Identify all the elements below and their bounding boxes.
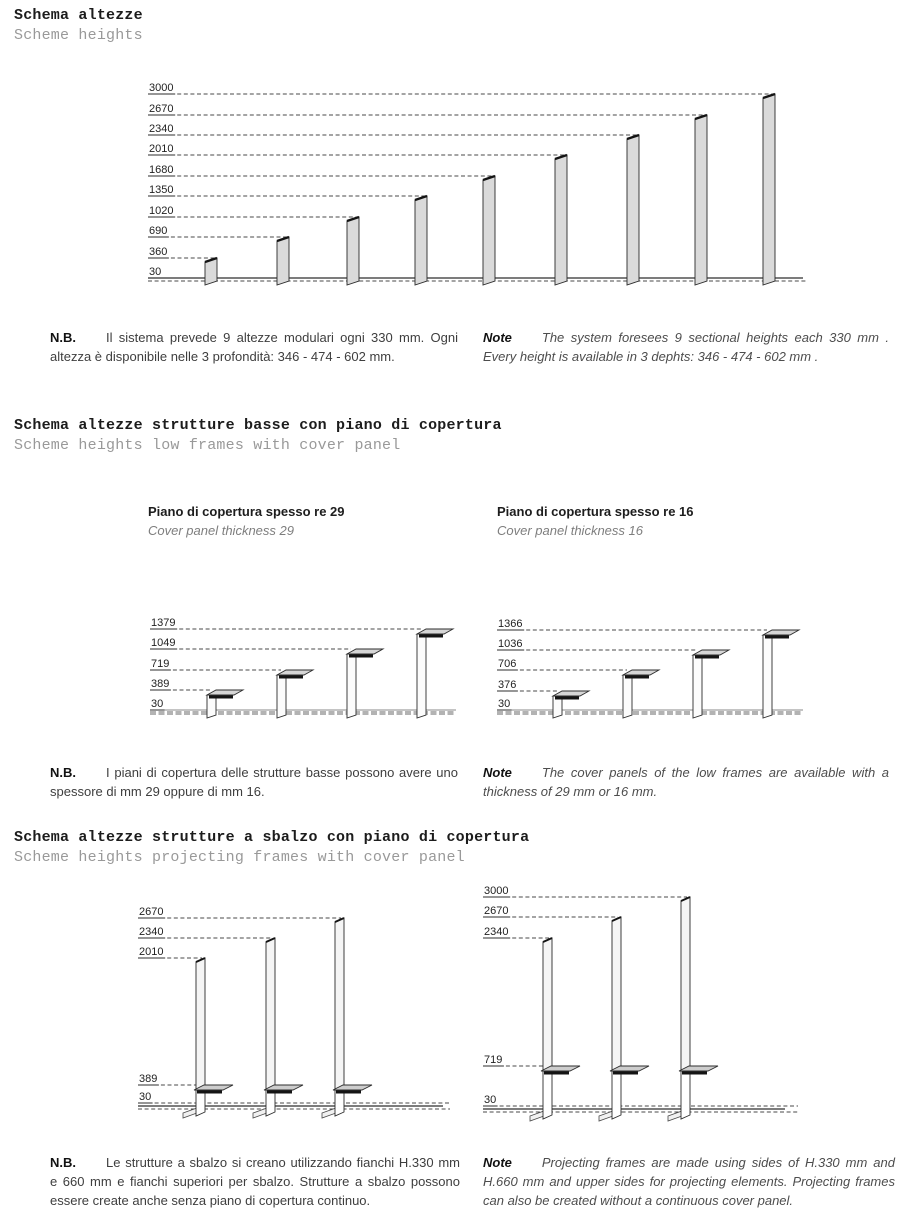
height-label: 30 <box>151 698 164 710</box>
section2-heading <box>14 417 502 454</box>
height-label: 719 <box>151 658 170 670</box>
section2-note <box>483 763 889 801</box>
nb-label: N.B. <box>50 765 76 780</box>
height-label: 706 <box>498 658 517 670</box>
height-label: 30 <box>149 266 162 278</box>
height-label: 30 <box>139 1091 152 1103</box>
height-label: 360 <box>149 246 168 258</box>
diagram-low-frames-16 <box>497 616 809 722</box>
upper-side <box>612 917 621 1071</box>
section1-heading <box>14 7 143 44</box>
height-label: 1379 <box>151 617 176 629</box>
cover-panel <box>417 629 453 634</box>
height-label: 376 <box>498 679 517 691</box>
note-label: Note <box>483 765 512 780</box>
base-panel <box>599 1111 613 1121</box>
upper-side <box>543 938 552 1071</box>
section1-nb <box>50 328 458 366</box>
upper-side <box>266 938 275 1090</box>
cover-panel <box>553 691 589 696</box>
nb-text: I piani di copertura delle strutture basse possono avere uno spessore di mm 29 oppure di mm 16. <box>50 765 458 799</box>
diagram-projecting-frames-left <box>138 900 453 1122</box>
side-panel <box>483 176 495 285</box>
diagram-projecting-frames-right <box>483 878 801 1124</box>
cover-panel <box>763 630 799 635</box>
upper-side <box>196 958 205 1090</box>
height-label: 1020 <box>149 205 174 217</box>
height-label: 1366 <box>498 618 523 630</box>
side-panel <box>763 94 775 285</box>
cover-panel <box>347 649 383 654</box>
side-panel <box>555 155 567 285</box>
note-text: The system foresees 9 sectional heights each 330 mm . Every height is available in 3 dephts: 346 - 474 - 602 mm . <box>483 330 889 364</box>
section1-note <box>483 328 889 366</box>
nb-text: Il sistema prevede 9 altezze modulari ogni 330 mm. Ogni altezza è disponibile nelle 3 profondità: 346 - 474 - 602 mm. <box>50 330 458 364</box>
note-text: Projecting frames are made using sides of H.330 mm and H.660 mm and upper sides for projecting elements. Projecting frames can also be created without a continuous cover panel. <box>483 1155 895 1208</box>
height-label: 2670 <box>149 103 174 115</box>
section2-nb <box>50 763 458 801</box>
cover-panel <box>207 690 243 695</box>
section1-title-en: Scheme heights <box>14 27 143 44</box>
col-right-subtitle: Cover panel thickness 16 <box>497 523 643 538</box>
height-label: 2340 <box>139 926 164 938</box>
cover-panel <box>277 670 313 675</box>
side-panel <box>415 196 427 285</box>
height-label: 3000 <box>149 82 174 94</box>
section3-heading <box>14 829 529 866</box>
side-panel <box>693 651 702 718</box>
section2-title-it: Schema altezze strutture basse con piano di copertura <box>14 417 502 434</box>
diagram-scheme-heights <box>148 78 808 290</box>
height-label: 30 <box>484 1094 497 1106</box>
height-label: 1036 <box>498 638 523 650</box>
note-label: Note <box>483 330 512 345</box>
note-label: Note <box>483 1155 512 1170</box>
side-panel <box>627 135 639 285</box>
side-panel <box>763 631 772 718</box>
height-label: 2010 <box>149 143 174 155</box>
side-panel <box>347 650 356 718</box>
cover-panel <box>693 650 729 655</box>
upper-side <box>681 897 690 1071</box>
height-label: 1350 <box>149 184 174 196</box>
height-label: 2670 <box>139 906 164 918</box>
side-panel <box>277 237 289 285</box>
height-label: 2670 <box>484 905 509 917</box>
section1-title-it: Schema altezze <box>14 7 143 24</box>
height-label: 690 <box>149 225 168 237</box>
upper-side <box>335 918 344 1090</box>
section3-note <box>483 1153 895 1210</box>
nb-label: N.B. <box>50 1155 76 1170</box>
section3-title-en: Scheme heights projecting frames with cover panel <box>14 849 465 866</box>
side-panel <box>347 217 359 285</box>
col-left-title: Piano di copertura spesso re 29 <box>148 504 345 519</box>
height-label: 389 <box>151 678 170 690</box>
height-label: 3000 <box>484 885 509 897</box>
section2-title-en: Scheme heights low frames with cover panel <box>14 437 401 454</box>
height-label: 30 <box>498 698 511 710</box>
section3-title-it: Schema altezze strutture a sbalzo con piano di copertura <box>14 829 530 846</box>
diagram-low-frames-29 <box>150 616 462 722</box>
height-label: 719 <box>484 1054 503 1066</box>
cover-panel <box>623 670 659 675</box>
note-text: The cover panels of the low frames are available with a thickness of 29 mm or 16 mm. <box>483 765 889 799</box>
section3-nb <box>50 1153 460 1210</box>
height-label: 389 <box>139 1073 158 1085</box>
column-header-thickness-29 <box>148 504 345 538</box>
height-label: 1680 <box>149 164 174 176</box>
height-label: 2340 <box>484 926 509 938</box>
side-panel <box>695 115 707 285</box>
height-label: 2010 <box>139 946 164 958</box>
column-header-thickness-16 <box>497 504 694 538</box>
nb-label: N.B. <box>50 330 76 345</box>
nb-text: Le strutture a sbalzo si creano utilizzando fianchi H.330 mm e 660 mm e fianchi superiori per sbalzo. Strutture a sbalzo possono essere create anche senza piano di copertura continuo. <box>50 1155 460 1208</box>
height-label: 2340 <box>149 123 174 135</box>
col-left-subtitle: Cover panel thickness 29 <box>148 523 294 538</box>
height-label: 1049 <box>151 637 176 649</box>
side-panel <box>417 630 426 718</box>
col-right-title: Piano di copertura spesso re 16 <box>497 504 694 519</box>
